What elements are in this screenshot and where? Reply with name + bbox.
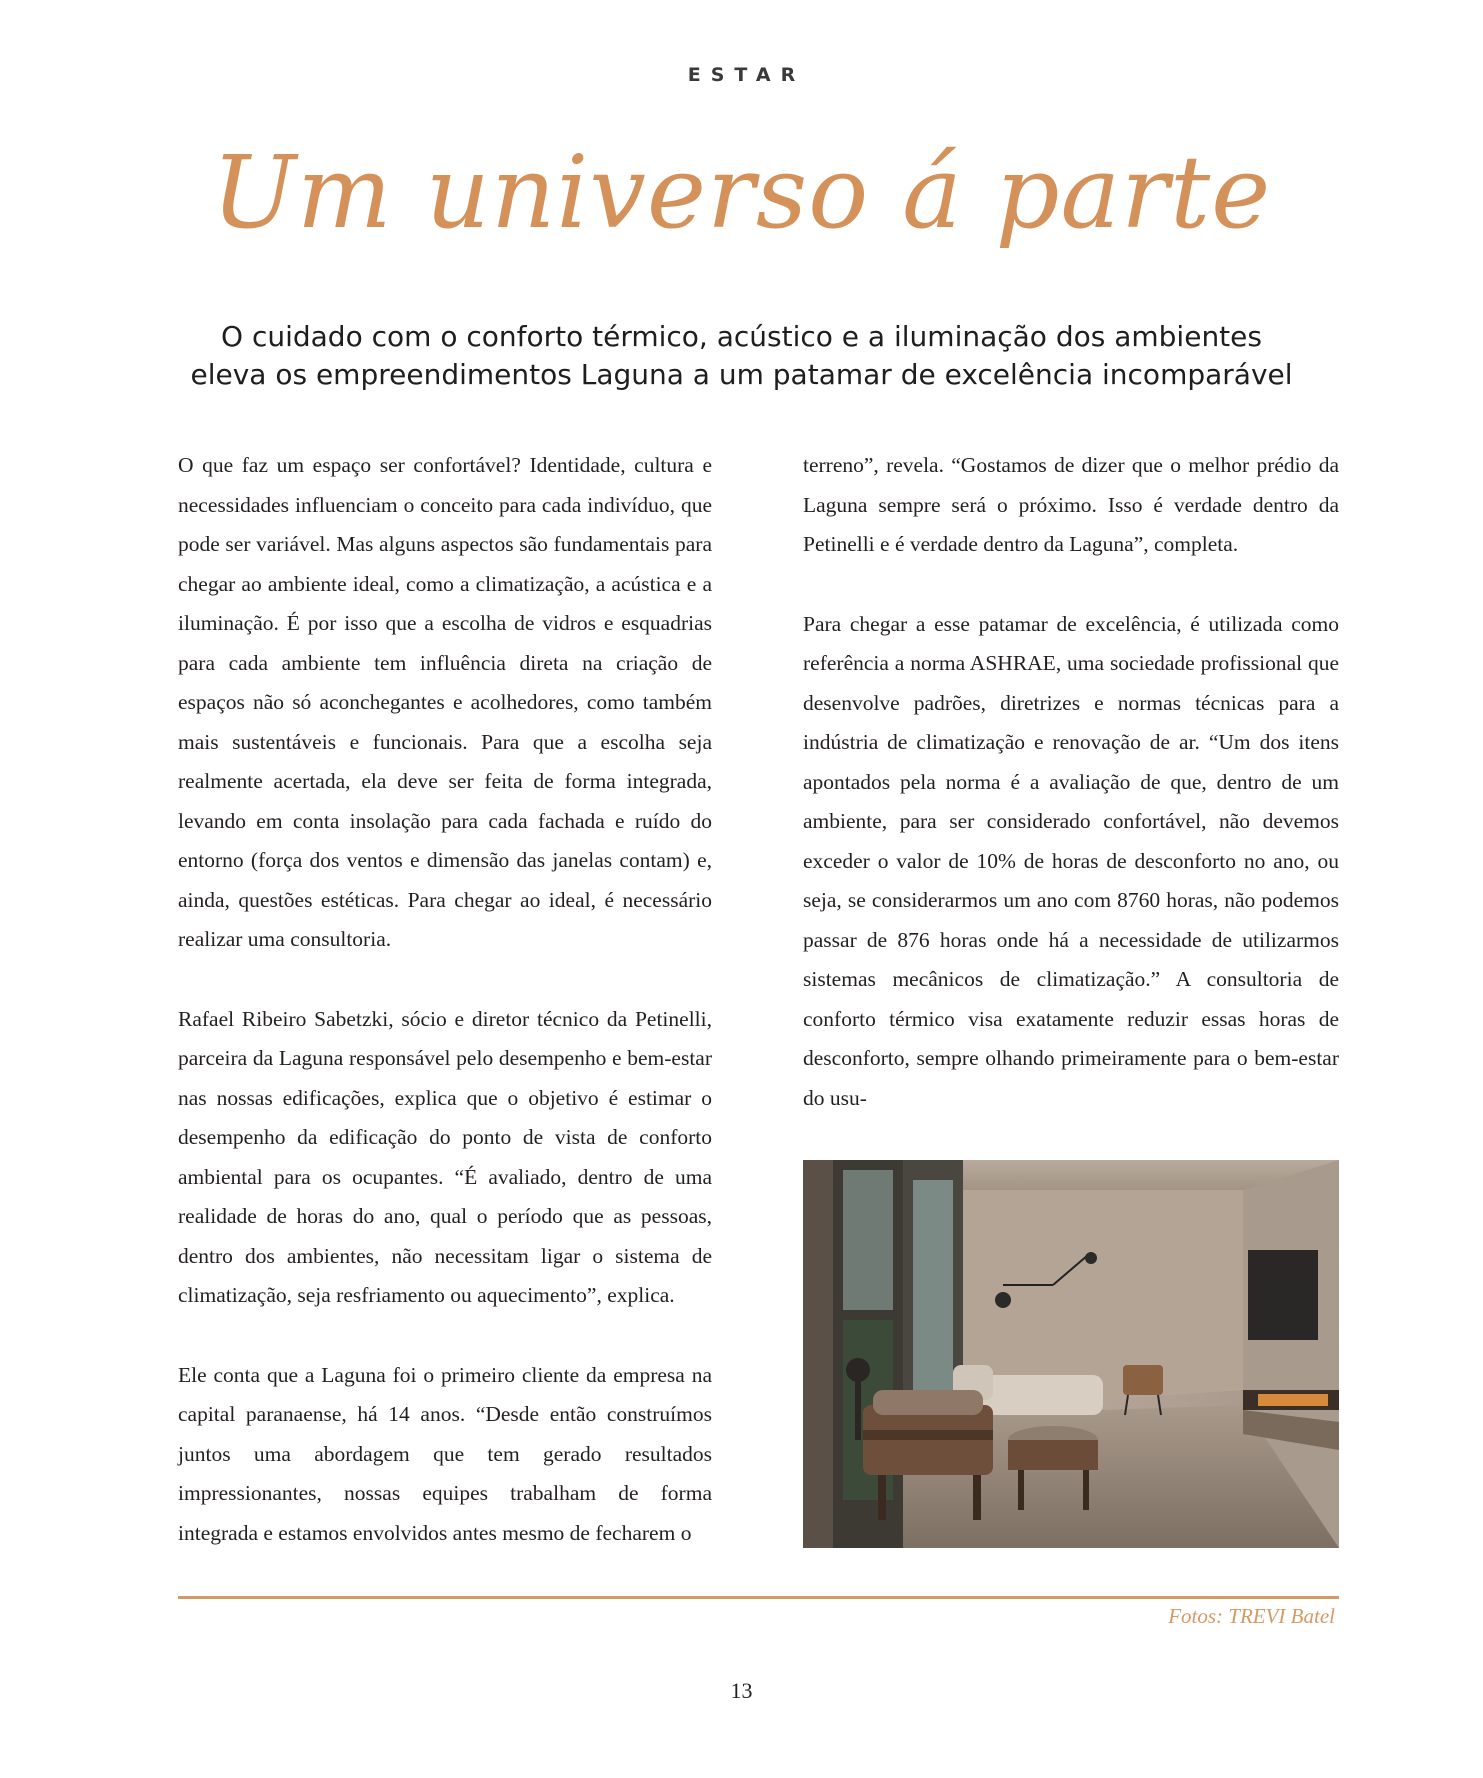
section-tag: ESTAR — [687, 64, 806, 86]
paragraph: Ele conta que a Laguna foi o primeiro cliente da empresa na capital paranaense, há 14 anos. “Desde então construímos juntos uma abordagem que tem gerado resultados impressionantes, nossas equipes trabalham de forma integrada e estamos envolvidos antes mesmo de fecharem o — [178, 1362, 712, 1545]
paragraph: terreno”, revela. “Gostamos de dizer que o melhor prédio da Laguna sempre será o próximo. Isso é verdade dentro da Petinelli e é verdade dentro da Laguna”, completa. — [803, 453, 1339, 556]
article-column-right — [803, 446, 1339, 1158]
page-number: 13 — [730, 1678, 753, 1703]
paragraph: O que faz um espaço ser confortável? Identidade, cultura e necessidades influenciam o conceito para cada indivíduo, que pode ser variável. Mas alguns aspectos são fundamentais para chegar ao ambiente ideal, como a climatização, a acústica e a iluminação. É por isso que a escolha de vidros e esquadrias para cada ambiente tem influência direta na criação de espaços não só aconchegantes e acolhedores, como também mais sustentáveis e funcionais. Para que a escolha seja realmente acertada, ela deve ser feita de forma integrada, levando em conta insolação para cada fachada e ruído do entorno (força dos ventos e dimensão das janelas contam) e, ainda, questões estéticas. Para chegar ao ideal, é necessário realizar uma consultoria. — [178, 453, 712, 951]
article-title: Um universo á parte — [211, 134, 1272, 251]
living-room-illustration — [803, 1160, 1339, 1548]
article-subtitle — [120, 318, 1363, 394]
photo-credit: Fotos: TREVI Batel — [1168, 1604, 1335, 1628]
paragraph: Rafael Ribeiro Sabetzki, sócio e diretor técnico da Petinelli, parceira da Laguna responsável pelo desempenho e bem-estar nas nossas edificações, explica que o objetivo é estimar o desempenho da edificação do ponto de vista de conforto ambiental para os ocupantes. “É avaliado, dentro de uma realidade de horas do ano, qual o período que as pessoas, dentro dos ambientes, não necessitam ligar o sistema de climatização, seja resfriamento ou aquecimento”, explica. — [178, 1006, 712, 1307]
interior-photo — [803, 1160, 1339, 1548]
paragraph: Para chegar a esse patamar de excelência, é utilizada como referência a norma ASHRAE, uma sociedade profissional que desenvolve padrões, diretrizes e normas técnicas para a indústria de climatização e renovação de ar. “Um dos itens apontados pela norma é a avaliação de que, dentro de um ambiente, para ser considerado confortável, não devemos exceder o valor de 10% de horas de desconforto no ano, ou seja, se considerarmos um ano com 8760 horas, não podemos passar de 876 horas onde há a necessidade de utilizarmos sistemas mecânicos de climatização.” A consultoria de conforto térmico visa exatamente reduzir essas horas de desconforto, sempre olhando primeiramente para o bem-estar do usu- — [803, 611, 1339, 1110]
footer-rule — [178, 1596, 1339, 1599]
subtitle-line-1: O cuidado com o conforto térmico, acústico e a iluminação dos ambientes — [221, 320, 1262, 353]
article-column-left — [178, 446, 712, 1593]
subtitle-line-2: eleva os empreendimentos Laguna a um patamar de excelência incomparável — [190, 358, 1293, 391]
